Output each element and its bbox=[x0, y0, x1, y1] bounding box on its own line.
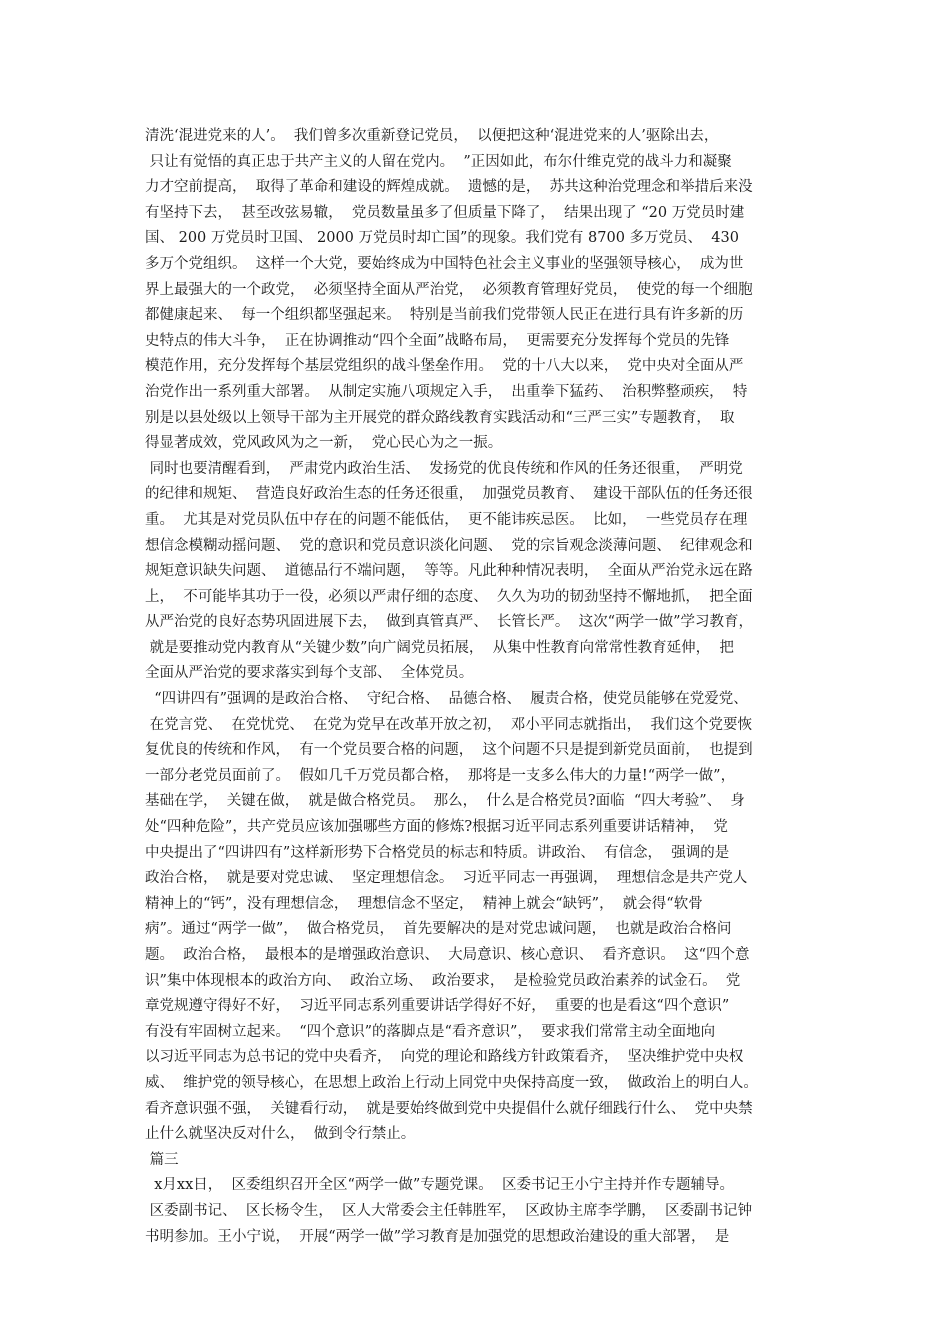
text-line: 多万个党组织。 这样一个大党，要始终成为中国特色社会主义事业的坚强领导核心， 成为世 bbox=[145, 255, 744, 272]
text-line: 就是要推动党内教育从“关键少数”向广阔党员拓展， 从集中性教育向常常性教育延伸， 把 bbox=[145, 639, 734, 656]
text-line: 止什么就坚决反对什么， 做到令行禁止。 bbox=[145, 1126, 416, 1143]
text-line: 精神上的“钙”，没有理想信念， 理想信念不坚定， 精神上就会“缺钙”， 就会得“软骨 bbox=[145, 895, 703, 912]
text-line: 题。 政治合格， 最根本的是增强政治意识、 大局意识、核心意识、 看齐意识。 这“四个意 bbox=[145, 947, 750, 963]
text-line: 区委副书记、 区长杨令生， 区人大常委会主任韩胜军， 区政协主席李学鹏， 区委副书记钟 bbox=[145, 1202, 752, 1219]
text-line: 中央提出了“四讲四有”这样新形势下合格党员的标志和特质。讲政治、 有信念， 强调的是 bbox=[145, 844, 730, 861]
text-line: 章党规遵守得好不好， 习近平同志系列重要讲话学得好不好， 重要的也是看这“四个意识” bbox=[145, 998, 730, 1015]
text-line: 从严治党的良好态势巩固进展下去， 做到真管真严、 长管长严。 这次“两学一做”学习教育， bbox=[145, 614, 753, 631]
text-line: 在党言党、 在党忧党、 在党为党早在改革开放之初， 邓小平同志就指出， 我们这个党要恢 bbox=[145, 716, 752, 733]
text-line: 书明参加。王小宁说， 开展“两学一做”学习教育是加强党的思想政治建设的重大部署， 是 bbox=[145, 1228, 730, 1245]
document-body bbox=[145, 124, 820, 1250]
text-line: 一部分老党员面前了。 假如几千万党员都合格， 那将是一支多么伟大的力量!“两学一做”， bbox=[145, 767, 736, 784]
text-line: 都健康起来、 每一个组织都坚强起来。 特别是当前我们党带领人民正在进行具有许多新的历 bbox=[145, 307, 744, 324]
text-line: 模范作用，充分发挥每个基层党组织的战斗堡垒作用。 党的十八大以来， 党中央对全面从严 bbox=[145, 358, 744, 375]
text-line: 识”集中体现根本的政治方向、 政治立场、 政治要求， 是检验党员政治素养的试金石。 党 bbox=[145, 972, 741, 989]
text-line: 病”。通过“两学一做”， 做合格党员， 首先要解决的是对党忠诚问题， 也就是政治合格问 bbox=[145, 921, 732, 938]
text-line: 力才空前提高， 取得了革命和建设的辉煌成就。 遗憾的是， 苏共这种治党理念和举措后来没 bbox=[145, 179, 753, 196]
text-line: 清洗‘混进党来的人’。 我们曾多次重新登记党员， 以便把这种‘混进党来的人’驱除出去， bbox=[145, 128, 719, 144]
text-line: 规矩意识缺失问题、 道德品行不端问题， 等等。凡此种种情况表明， 全面从严治党永远在路 bbox=[145, 563, 753, 580]
text-line: 有没有牢固树立起来。 “四个意识”的落脚点是“看齐意识”， 要求我们常常主动全面地向 bbox=[145, 1023, 716, 1040]
text-line: 政治合格， 就是要对党忠诚、 坚定理想信念。 习近平同志一再强调， 理想信念是共产党人 bbox=[145, 870, 748, 887]
text-line: 看齐意识强不强， 关键看行动， 就是要始终做到党中央提倡什么就仔细践行什么、 党中央禁 bbox=[145, 1100, 753, 1117]
text-line: 的纪律和规矩、 营造良好政治生态的任务还很重， 加强党员教育、 建设干部队伍的任务还很 bbox=[145, 486, 753, 503]
text-line: 篇三 bbox=[145, 1151, 179, 1168]
text-line: “四讲四有”强调的是政治合格、 守纪合格、 品德合格、 履责合格，使党员能够在党爱党、 bbox=[145, 691, 748, 708]
text-line: 上， 不可能毕其功于一役，必须以严肃仔细的态度、 久久为功的韧劲坚持不懈地抓， 把全面 bbox=[145, 588, 753, 605]
text-line: 史特点的伟大斗争， 正在协调推动“四个全面”战略布局， 更需要充分发挥每个党员的先锋 bbox=[145, 332, 730, 349]
text-line: 国、 200 万党员时卫国、 2000 万党员时却亡国”的现象。我们党有 8700 多万党员、 430 bbox=[145, 230, 739, 247]
text-line: 界上最强大的一个政党， 必须坚持全面从严治党， 必须教育管理好党员， 使党的每一个细胞 bbox=[145, 281, 753, 298]
text-line: 别是以县处级以上领导干部为主开展党的群众路线教育实践活动和“三严三实”专题教育， 取 bbox=[145, 409, 735, 426]
text-line: 威、 维护党的领导核心，在思想上政治上行动上同党中央保持高度一致， 做政治上的明白人。 bbox=[145, 1074, 758, 1091]
text-line: 治党作出一系列重大部署。 从制定实施八项规定入手， 出重拳下猛药、 治积弊整顽疾， 特 bbox=[145, 383, 748, 400]
text-line: 有坚持下去， 甚至改弦易辙， 党员数量虽多了但质量下降了， 结果出现了 “20 万党员时建 bbox=[145, 204, 745, 221]
text-line: 以习近平同志为总书记的党中央看齐， 向党的理论和路线方针政策看齐， 坚决维护党中央权 bbox=[145, 1049, 744, 1066]
text-line: 处“四种危险”，共产党员应该加强哪些方面的修炼?根据习近平同志系列重要讲话精神， 党 bbox=[145, 819, 728, 836]
text-line: 想信念模糊动摇问题、 党的意识和党员意识淡化问题、 党的宗旨观念淡薄问题、 纪律观念和 bbox=[145, 537, 753, 554]
text-line: 只让有觉悟的真正忠于共产主义的人留在党内。 ”正因如此，布尔什维克党的战斗力和凝聚 bbox=[145, 153, 732, 170]
text-line: 得显著成效，党风政风为之一新， 党心民心为之一振。 bbox=[145, 435, 503, 452]
text-line: 复优良的传统和作风， 有一个党员要合格的问题， 这个问题不只是提到新党员面前， 也提到 bbox=[145, 742, 753, 759]
text-line: 基础在学， 关键在做， 就是做合格党员。 那么， 什么是合格党员?面临 “四大考验”、 身 bbox=[145, 793, 745, 810]
text-line: x月xx日， 区委组织召开全区“两学一做”专题党课。 区委书记王小宁主持并作专题辅导。 bbox=[145, 1177, 735, 1194]
text-line: 重。 尤其是对党员队伍中存在的问题不能低估， 更不能讳疾忌医。 比如， 一些党员存在理 bbox=[145, 511, 748, 528]
text-line: 同时也要清醒看到， 严肃党内政治生活、 发扬党的优良传统和作风的任务还很重， 严明党 bbox=[145, 460, 743, 477]
text-line: 全面从严治党的要求落实到每个支部、 全体党员。 bbox=[145, 665, 474, 682]
